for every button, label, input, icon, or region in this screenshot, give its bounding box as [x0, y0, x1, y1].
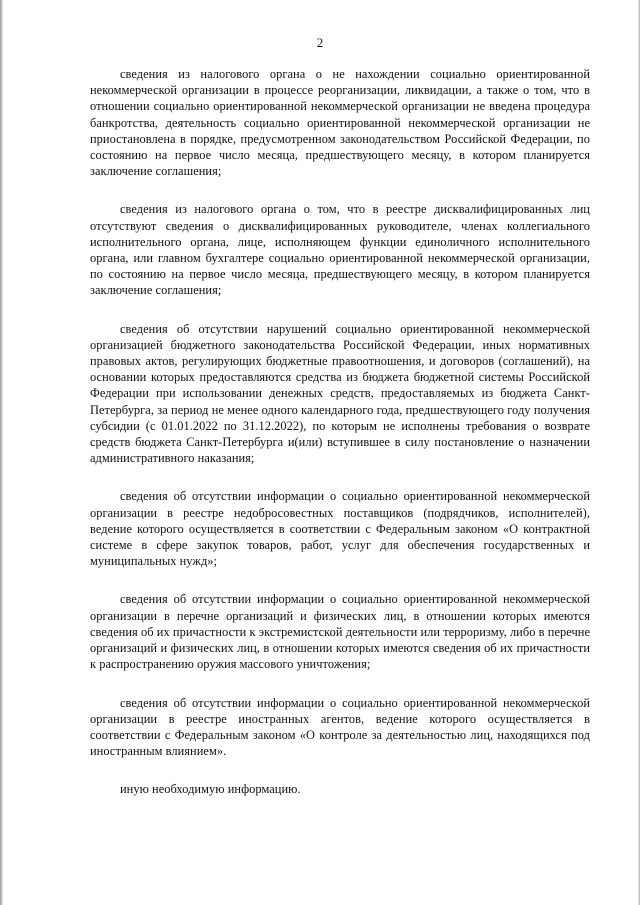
paragraph-tax-authority-reorganization: сведения из налогового органа о не нахождении социально ориентированной некоммерческой организации в процессе реорганизации, ликвидации, а также о том, что в отношении социально ориентированной некоммерческой организации не введена процедура банкротства, деятельность социально ориентированной некоммерческой организации не приостановлена в порядке, предусмотренном законодательством Российской Федерации, по состоянию на первое число месяца, предшествующего месяцу, в котором планируется заключение соглашения; — [90, 67, 590, 179]
paragraph-foreign-agents: сведения об отсутствии информации о социально ориентированной некоммерческой организации в реестре иностранных агентов, ведение которого осуществляется в соответствии с Федеральным законом «О контроле за деятельностью лиц, находящихся под иностранным влиянием». — [90, 695, 590, 759]
document-body — [90, 66, 590, 798]
paragraph-other-information: иную необходимую информацию. — [120, 782, 301, 797]
paragraph-disqualified-persons: сведения из налогового органа о том, что в реестре дисквалифицированных лиц отсутствуют сведения о дисквалифицированных руководителе, членах коллегиального исполнительного органа, лице, исполняющем функции единоличного исполнительного органа, или главном бухгалтере социально ориентированной некоммерческой организации, по состоянию на первое число месяца, предшествующего месяцу, в котором планируется заключение соглашения; — [90, 202, 590, 298]
paragraph-budget-violations: сведения об отсутствии нарушений социально ориентированной некоммерческой организацией бюджетного законодательства Российской Федерации, иных нормативных правовых актов, регулирующих бюджетные правоотношения, и договоров (соглашений), на основании которых предоставляются средства из бюджета бюджетной системы Российской Федерации при использовании денежных средств, предоставляемых из бюджета Санкт-Петербурга, за период не менее одного календарного года, предшествующего году получения субсидии (с 01.01.2022 по 31.12.2022), по которым не исполнены требования о возврате средств бюджета Санкт-Петербурга и(или) вступившее в силу постановление о назначении административного наказания; — [90, 321, 590, 466]
scan-edge-left — [0, 0, 3, 905]
paragraph-extremism-list: сведения об отсутствии информации о социально ориентированной некоммерческой организации в перечне организаций и физических лиц, в отношении которых имеются сведения об их причастности к экстремистской деятельности или терроризму, либо в перечне организаций и физических лиц, в отношении которых имеются сведения об их причастности к распространению оружия массового уничтожения; — [90, 592, 590, 672]
page-number: 2 — [316, 35, 324, 50]
paragraph-unscrupulous-suppliers: сведения об отсутствии информации о социально ориентированной некоммерческой организации в реестре недобросовестных поставщиков (подрядчиков, исполнителей), ведение которого осуществляется в соответствии с Федеральным законом «О контрактной системе в сфере закупок товаров, работ, услуг для обеспечения государственных и муниципальных нужд»; — [90, 489, 590, 569]
